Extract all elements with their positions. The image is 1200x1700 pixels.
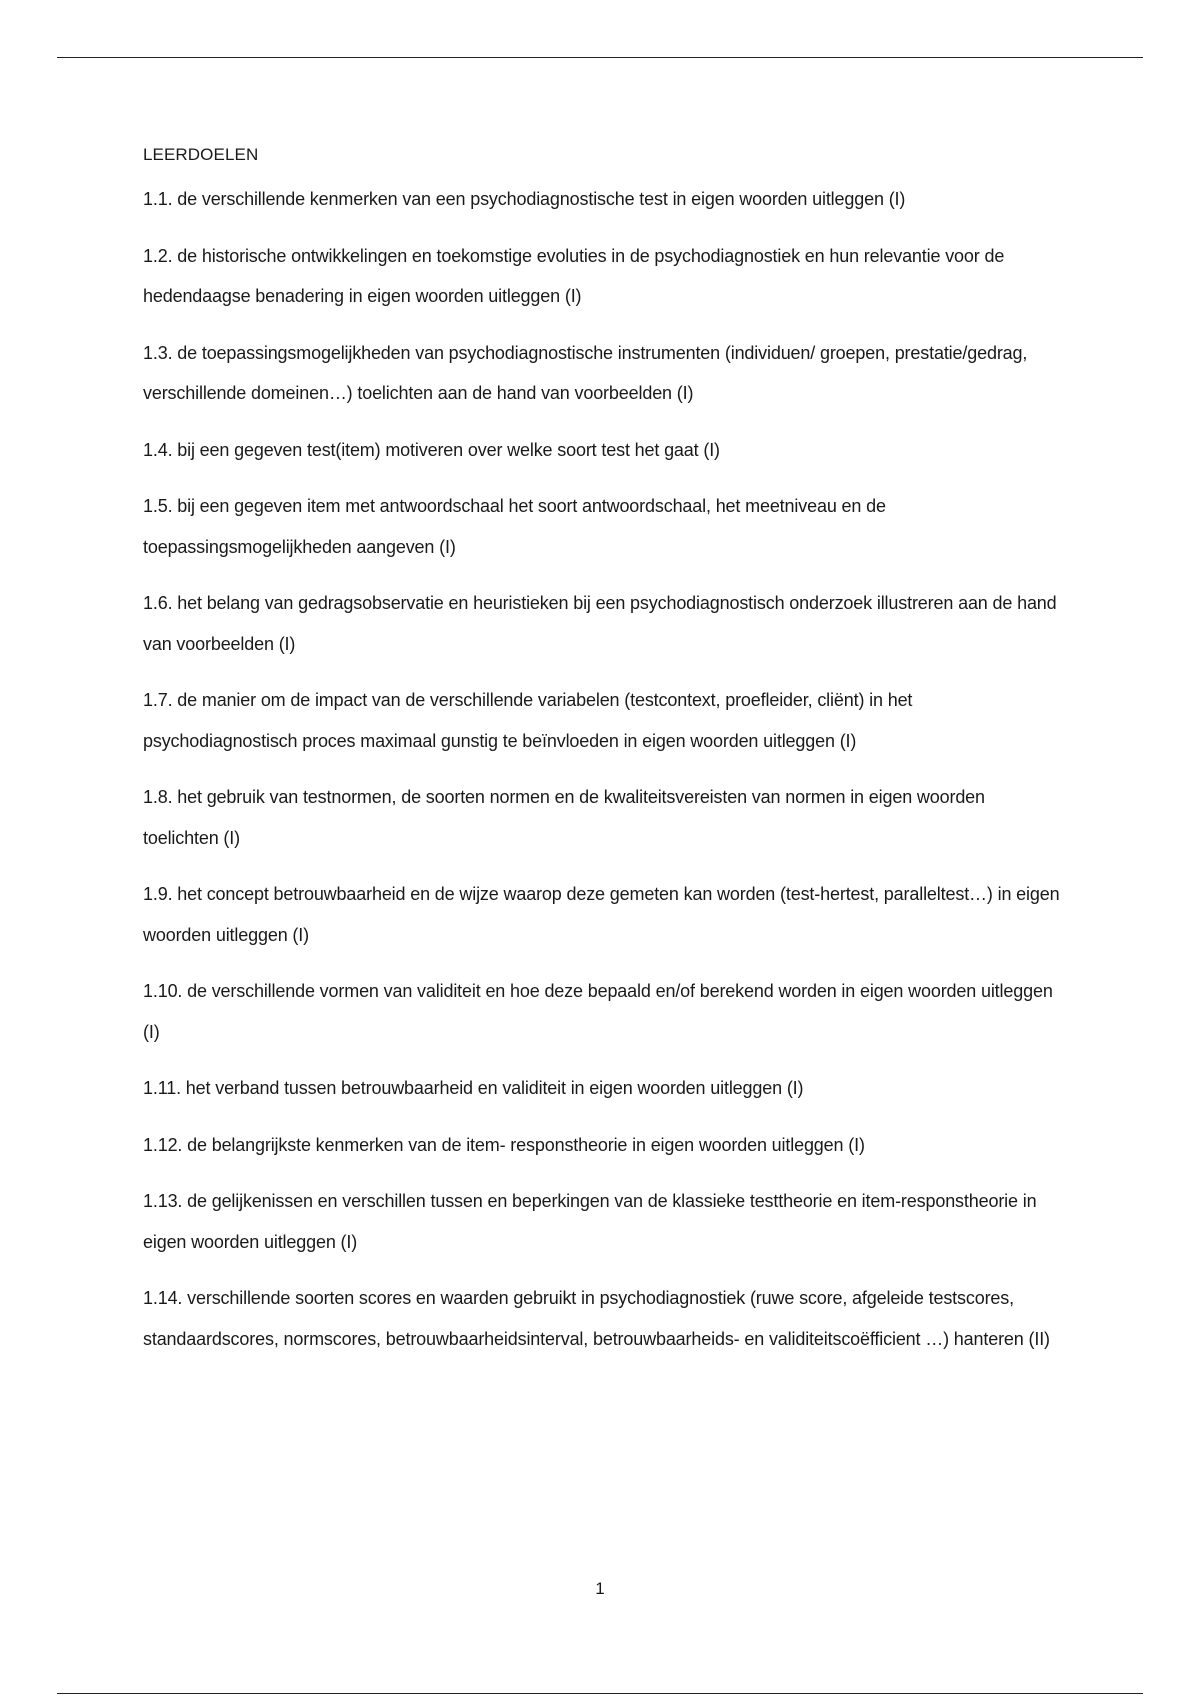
objective-1-2: 1.2. de historische ontwikkelingen en toekomstige evoluties in de psychodiagnostiek en hun relevantie voor de hedendaagse benadering in eigen woorden uitleggen (I) (143, 245, 1005, 306)
objective-1-7: 1.7. de manier om de impact van de verschillende variabelen (testcontext, proefleider, cliënt) in het psychodiagnostisch proces maximaal gunstig te beïnvloeden in eigen woorden uitleggen (I) (143, 690, 913, 751)
objective-1-13: 1.13. de gelijkenissen en verschillen tussen en beperkingen van de klassieke testtheorie en item-responstheorie in eigen woorden uitleggen (I) (143, 1191, 1037, 1252)
objective-1-5: 1.5. bij een gegeven item met antwoordschaal het soort antwoordschaal, het meetniveau en de toepassingsmogelijkheden aangeven (I) (143, 496, 886, 557)
objective-1-12: 1.12. de belangrijkste kenmerken van de item- responstheorie in eigen woorden uitleggen (I) (143, 1134, 865, 1155)
footer-rule (57, 1693, 1143, 1694)
section-heading: LEERDOELEN (143, 145, 259, 164)
objective-1-1: 1.1. de verschillende kenmerken van een psychodiagnostische test in eigen woorden uitleggen (I) (143, 189, 906, 209)
header-rule (57, 57, 1143, 58)
objective-1-3: 1.3. de toepassingsmogelijkheden van psychodiagnostische instrumenten (individuen/ groepen, prestatie/gedrag, verschillende domeinen…) toelichten aan de hand van voorbeelden (I) (143, 342, 1028, 403)
objective-1-14: 1.14. verschillende soorten scores en waarden gebruikt in psychodiagnostiek (ruwe score, afgeleide testscores, standaardscores, normscores, betrouwbaarheidsinterval, betrouwbaarheids- en validiteitscoëfficient …) hanteren (II) (143, 1288, 1050, 1349)
objective-1-11: 1.11. het verband tussen betrouwbaarheid en validiteit in eigen woorden uitleggen (I) (143, 1078, 804, 1098)
page-number: 1 (595, 1579, 605, 1598)
objective-1-8: 1.8. het gebruik van testnormen, de soorten normen en de kwaliteitsvereisten van normen in eigen woorden toelichten (I) (143, 787, 985, 848)
objective-1-9: 1.9. het concept betrouwbaarheid en de wijze waarop deze gemeten kan worden (test-hertest, paralleltest…) in eigen woorden uitleggen (I) (143, 884, 1060, 945)
learning-objectives-list (143, 179, 1063, 1359)
objective-1-4: 1.4. bij een gegeven test(item) motiveren over welke soort test het gaat (I) (143, 439, 720, 460)
objective-1-10: 1.10. de verschillende vormen van validiteit en hoe deze bepaald en/of berekend worden in eigen woorden uitleggen (I) (143, 981, 1053, 1042)
objective-1-6: 1.6. het belang van gedragsobservatie en heuristieken bij een psychodiagnostisch onderzoek illustreren aan de hand van voorbeelden (I) (143, 593, 1057, 654)
document-body (143, 144, 1063, 1375)
